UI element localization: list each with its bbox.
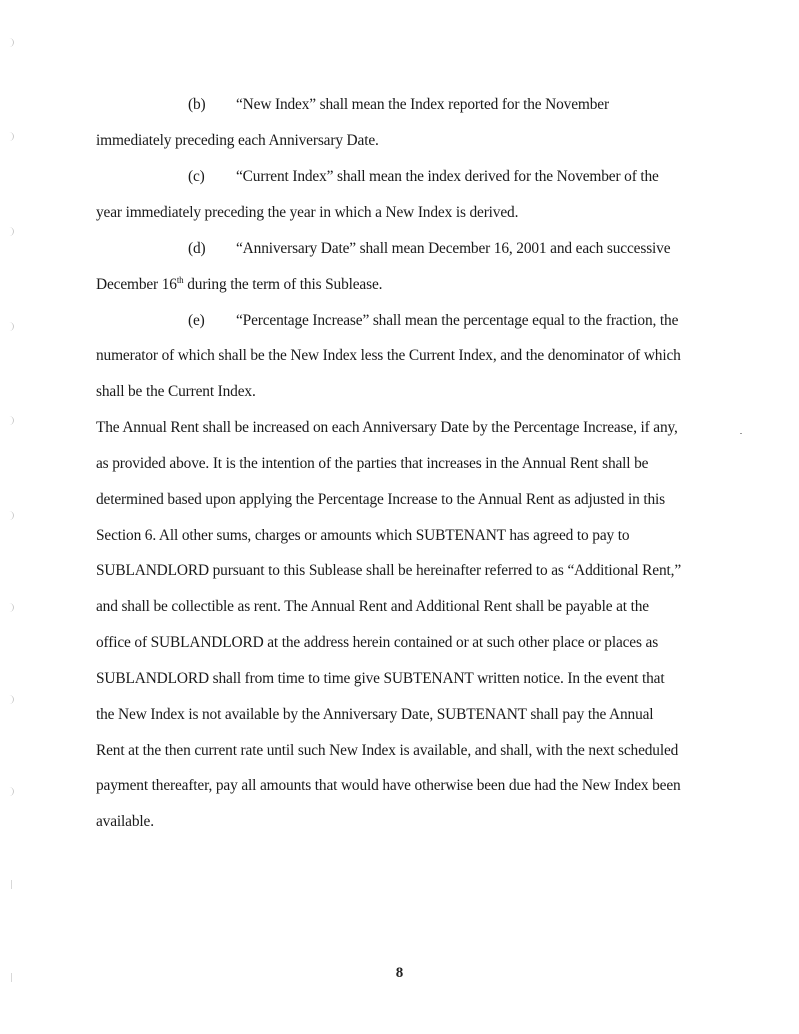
paragraph-line: Rent at the then current rate until such New Index is available, and shall, with the next scheduled xyxy=(96,742,679,759)
scan-mark xyxy=(9,132,14,141)
scan-mark xyxy=(9,695,14,704)
definition-c-first-line: “Current Index” shall mean the index derived for the November of the xyxy=(236,168,659,185)
definition-label-c: (c) xyxy=(188,168,205,185)
term-text: during the term of this Sublease. xyxy=(183,276,383,293)
page-number: 8 xyxy=(395,965,404,981)
definition-b-continuation: immediately preceding each Anniversary Date. xyxy=(96,132,379,149)
scan-mark xyxy=(9,322,14,331)
scan-mark xyxy=(9,38,14,47)
scan-mark xyxy=(9,603,14,612)
definition-d-first-line: “Anniversary Date” shall mean December 16, 2001 and each successive xyxy=(236,240,671,257)
definition-e-first-line: “Percentage Increase” shall mean the percentage equal to the fraction, the xyxy=(236,312,679,329)
scan-speck xyxy=(740,433,742,434)
paragraph-line: the New Index is not available by the Anniversary Date, SUBTENANT shall pay the Annual xyxy=(96,706,654,723)
definition-label-b: (b) xyxy=(188,96,206,113)
definition-b-first-line: “New Index” shall mean the Index reported for the November xyxy=(236,96,609,113)
paragraph-line: SUBLANDLORD pursuant to this Sublease shall be hereinafter referred to as “Additional Rent,” xyxy=(96,562,681,579)
definition-e-continuation: numerator of which shall be the New Index less the Current Index, and the denominator of which xyxy=(96,347,681,364)
definition-d-continuation xyxy=(96,276,382,294)
paragraph-line: office of SUBLANDLORD at the address herein contained or at such other place or places as xyxy=(96,634,659,651)
paragraph-line: Section 6. All other sums, charges or amounts which SUBTENANT has agreed to pay to xyxy=(96,527,630,544)
definition-e-continuation: shall be the Current Index. xyxy=(96,383,256,400)
definition-c-continuation: year immediately preceding the year in which a New Index is derived. xyxy=(96,204,519,221)
paragraph-line: available. xyxy=(96,813,154,830)
definition-label-d: (d) xyxy=(188,240,206,257)
scan-mark xyxy=(9,416,14,425)
scan-mark xyxy=(9,880,12,889)
scan-mark xyxy=(9,511,14,520)
paragraph-line: SUBLANDLORD shall from time to time give SUBTENANT written notice. In the event that xyxy=(96,670,665,687)
scan-mark xyxy=(9,227,14,236)
paragraph-line: as provided above. It is the intention of the parties that increases in the Annual Rent shall be xyxy=(96,455,649,472)
paragraph-line: determined based upon applying the Percentage Increase to the Annual Rent as adjusted in this xyxy=(96,491,666,508)
ordinal-suffix: th xyxy=(176,275,184,285)
date-text: December 16 xyxy=(96,276,177,293)
paragraph-line: and shall be collectible as rent. The Annual Rent and Additional Rent shall be payable at the xyxy=(96,598,649,615)
scan-mark xyxy=(9,787,14,796)
paragraph-line: The Annual Rent shall be increased on each Anniversary Date by the Percentage Increase, if any, xyxy=(96,419,678,436)
definition-label-e: (e) xyxy=(188,312,205,329)
paragraph-line: payment thereafter, pay all amounts that would have otherwise been due had the New Index been xyxy=(96,777,681,794)
